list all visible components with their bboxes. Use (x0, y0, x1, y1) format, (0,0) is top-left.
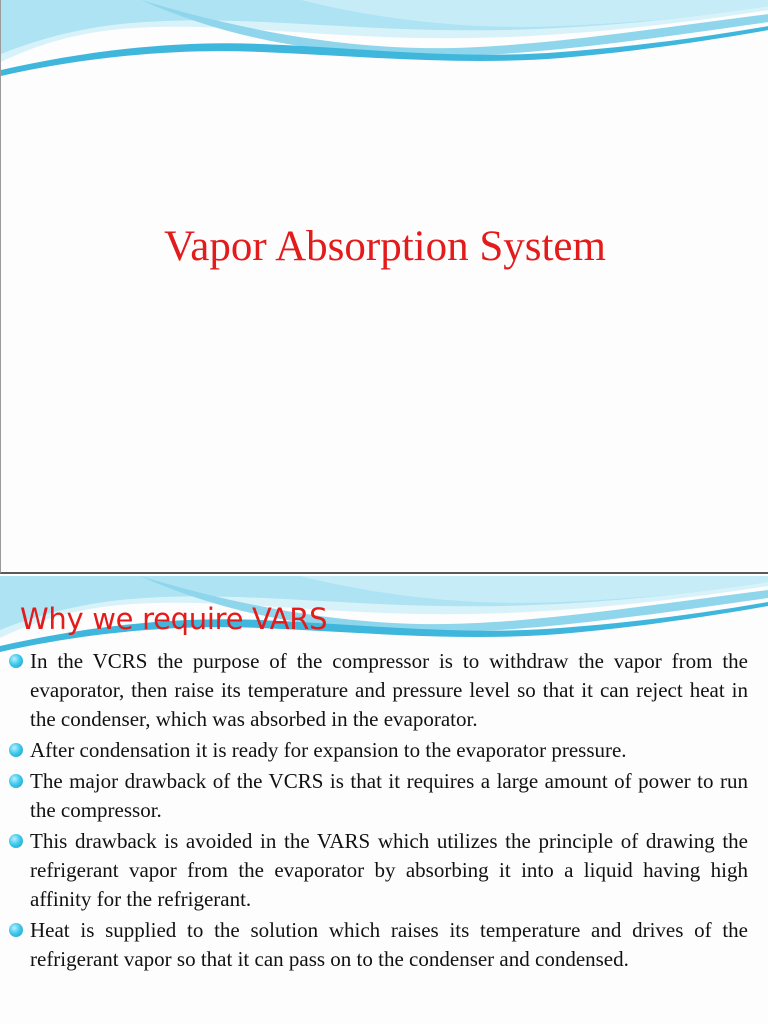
bullet-list (0, 647, 768, 976)
bullet-item (0, 827, 768, 914)
bullet-dot-icon (9, 774, 23, 788)
bullet-item (0, 647, 768, 734)
bullet-text: Heat is supplied to the solution which raises its temperature and drives of the refrigerant vapor so that it can pass on to the condenser and condensed. (30, 918, 748, 971)
bullet-dot-icon (9, 923, 23, 937)
slide-title: Vapor Absorption System (164, 223, 606, 270)
bullet-dot-icon (9, 743, 23, 757)
slide-heading: Why we require VARS (20, 602, 328, 636)
header-wave-decoration (1, 0, 768, 90)
bullet-text: After condensation it is ready for expansion to the evaporator pressure. (30, 738, 627, 762)
bullet-item (0, 916, 768, 974)
bullet-text: The major drawback of the VCRS is that it requires a large amount of power to run the compressor. (30, 769, 748, 822)
bullet-text: In the VCRS the purpose of the compressor is to withdraw the vapor from the evaporator, then raise its temperature and pressure level so that it can reject heat in the condenser, which was absorbed in the evaporator. (30, 649, 748, 731)
bullet-dot-icon (9, 654, 23, 668)
bullet-text: This drawback is avoided in the VARS which utilizes the principle of drawing the refrigerant vapor from the evaporator by absorbing it into a liquid having high affinity for the refrigerant. (30, 829, 748, 911)
bullet-dot-icon (9, 834, 23, 848)
bullet-item (0, 767, 768, 825)
bullet-item (0, 736, 768, 765)
slide-2 (0, 576, 768, 1024)
